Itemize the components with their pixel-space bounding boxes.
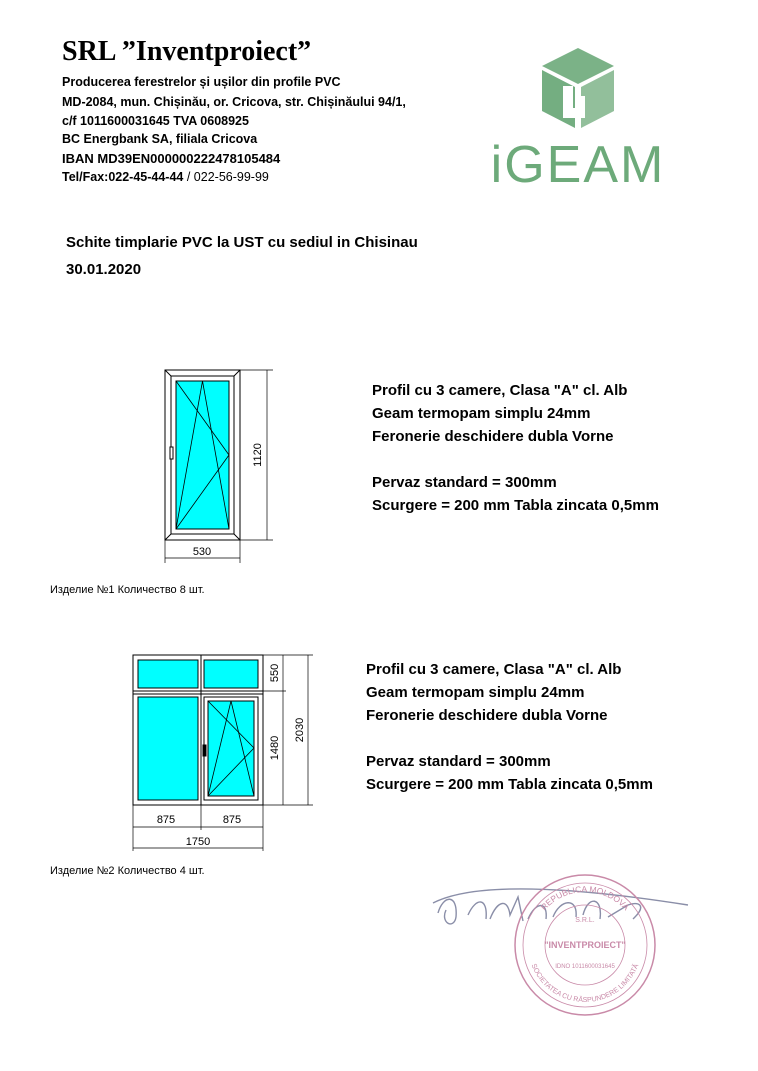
spec-hardware: Feronerie deschidere dubla Vorne: [366, 707, 608, 724]
spec-spacer: [372, 448, 659, 471]
phone-1: 022-45-44-44: [108, 170, 184, 184]
company-iban: IBAN MD39EN000000222478105484: [62, 151, 281, 166]
spec-glass: Geam termopam simplu 24mm: [372, 405, 591, 422]
stamp-center-text: "INVENTPROIECT": [544, 940, 626, 950]
item-2-spec: [366, 658, 653, 796]
window-1-handle: [170, 447, 173, 459]
spec-sill: Pervaz standard = 300mm: [366, 753, 551, 770]
window-2-glass-top-right: [204, 660, 258, 688]
company-activity: Producerea ferestrelor și ușilor din profile PVC: [62, 75, 341, 89]
item-2-caption: Изделие №2 Количество 4 шт.: [50, 865, 205, 877]
window-2-right-width-label: 875: [222, 814, 242, 826]
spec-drip: Scurgere = 200 mm Tabla zincata 0,5mm: [366, 776, 653, 793]
company-fiscal-code: c/f 1011600031645 TVA 0608925: [62, 114, 249, 128]
window-1-height-label: 1120: [252, 443, 264, 467]
company-stamp: [510, 870, 660, 1020]
window-1-drawing: [155, 365, 280, 565]
window-2-glass-sash: [208, 701, 254, 796]
spec-glass: Geam termopam simplu 24mm: [366, 684, 585, 701]
stamp-outer-top-text: REPUBLICA MOLDOVA: [538, 883, 632, 913]
window-1-glass: [176, 381, 229, 529]
item-1-spec: [372, 379, 659, 517]
phone-2: / 022-56-99-99: [186, 170, 269, 184]
company-address: MD-2084, mun. Chișinău, or. Cricova, str. Chișinăului 94/1,: [62, 95, 406, 109]
spec-spacer: [366, 727, 653, 750]
document-title: Schite timplarie PVC la UST cu sediul in Chisinau: [66, 234, 418, 251]
spec-hardware: Feronerie deschidere dubla Vorne: [372, 428, 614, 445]
item-1-caption: Изделие №1 Количество 8 шт.: [50, 584, 205, 596]
stamp-idno: IDNO 1011600031645: [555, 964, 615, 970]
company-bank: BC Energbank SA, filiala Cricova: [62, 132, 258, 146]
tel-fax-label: Tel/Fax:: [62, 170, 109, 184]
spec-sill: Pervaz standard = 300mm: [372, 474, 557, 491]
window-1-width-label: 530: [192, 546, 212, 558]
spec-profile: Profil cu 3 camere, Clasa "A" cl. Alb: [366, 661, 622, 678]
stamp-outer-top: [539, 884, 632, 912]
igeam-logo: [462, 46, 694, 190]
spec-profile: Profil cu 3 camere, Clasa "A" cl. Alb: [372, 382, 628, 399]
window-2-drawing: [118, 645, 318, 855]
window-2-handle: [203, 745, 206, 756]
window-2-total-width-label: 1750: [185, 836, 211, 848]
window-2-left-width-label: 875: [156, 814, 176, 826]
window-2-glass-top-left: [138, 660, 198, 688]
spec-drip: Scurgere = 200 mm Tabla zincata 0,5mm: [372, 497, 659, 514]
window-2-top-height-label: 550: [269, 663, 281, 683]
window-2-bottom-height-label: 1480: [269, 735, 281, 761]
stamp-outer-bottom-text: SOCIETATEA CU RĂSPUNDERE LIMITATĂ: [529, 962, 641, 1004]
stamp-srl: S.R.L.: [575, 917, 595, 924]
company-name: SRL ”Inventproiect”: [62, 36, 312, 67]
window-2-total-height-label: 2030: [294, 717, 306, 743]
document-date: 30.01.2020: [66, 261, 142, 278]
company-phone: [62, 170, 269, 184]
window-2-glass-fixed: [138, 697, 198, 800]
logo-text: iGEAM: [490, 136, 666, 190]
